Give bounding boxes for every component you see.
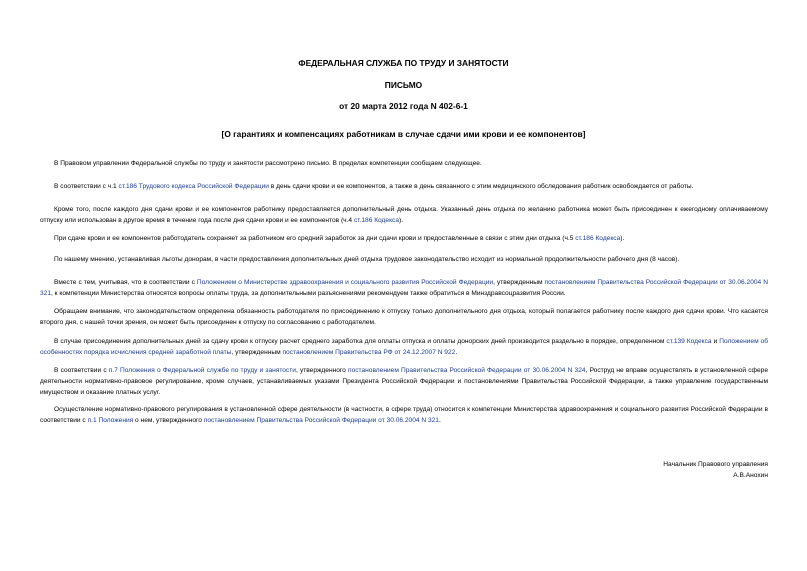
link-government-decree-321[interactable]: постановлением Правительства Российской Федерации от 30.06.2004 N 321 (203, 417, 439, 424)
link-government-decree-321[interactable]: постановлением Правительства Российской Федерации от 30.06.2004 N 321 (40, 279, 768, 297)
paragraph-text: . (438, 417, 441, 424)
paragraph-2 (40, 181, 768, 192)
paragraph-3 (40, 204, 768, 226)
paragraph-8 (40, 336, 768, 358)
paragraph-text: ). (399, 217, 404, 224)
agency-title: ФЕДЕРАЛЬНАЯ СЛУЖБА ПО ТРУДУ И ЗАНЯТОСТИ (298, 58, 509, 68)
paragraph-text: Осуществление нормативно-правового регулирования в установленной сфере деятельности (в частности, в сфере труда) относится к компетенции Министерства здравоохранения и социального развития Российской Федерации в соответствии с (40, 406, 768, 424)
link-government-decree-324[interactable]: постановлением Правительства Российской Федерации от 30.06.2004 N 324 (348, 367, 586, 374)
signature-position: Начальник Правового управления (663, 461, 768, 468)
paragraph-text: , Роструд не вправе осуществлять в установленной сфере деятельности нормативно-правовое регулирование, кроме случаев, устанавливаемых указами Президента Российской Федерации и постановлениями Правительства Российской Федерации, а также управление государственным имуществом и оказание платных услуг. (40, 367, 768, 396)
link-regulation-p1[interactable]: п.1 Положения (87, 417, 134, 424)
link-average-salary-regulation[interactable]: Положением об особенностях порядка исчисления средней заработной платы (40, 338, 768, 356)
link-ministry-regulation[interactable]: Положением о Министерстве здравоохранения и социального развития Российской Федерации (196, 279, 494, 286)
paragraph-text: В случае присоединения дополнительных дней за сдачу крови к отпуску расчет среднего заработка для оплаты отпуска и оплаты донорских дней производится раздельно в порядке, определенном (54, 338, 667, 345)
signature-name: А.В.Анохин (733, 472, 768, 479)
paragraph-text: о нем, утвержденного (133, 417, 204, 424)
paragraph-text: , к компетенции Министерства относятся вопросы оплаты труда, за дополнительными разъяснениями рекомендуем также обратиться в Минздравсоцразвития России. (51, 290, 566, 297)
link-labor-code-art186[interactable]: ст.186 Трудового кодекса Российской Федерации (118, 183, 269, 190)
paragraph-4 (40, 233, 768, 244)
paragraph-9 (40, 365, 768, 398)
paragraph-text: в день сдачи крови и ее компонентов, а также в день связанного с этим медицинского обследования работник освобождается от работы. (268, 183, 694, 190)
paragraph-text: , утвержденным (493, 279, 545, 286)
paragraph-text: Кроме того, после каждого дня сдачи крови и ее компонентов работнику предоставляется дополнительный день отдыха. Указанный день отдыха по желанию работника может быть присоединен к ежегодному оплачиваемому отпуску или использован в другое время в течение года после дня сдачи крови и ее компонентов (ч.4 (40, 206, 768, 224)
document-date-number: от 20 марта 2012 года N 402-6-1 (339, 101, 468, 111)
document-subject: [О гарантиях и компенсациях работникам в случае сдачи ими крови и ее компонентов] (221, 129, 586, 139)
paragraph-text: , утвержденного (295, 367, 348, 374)
paragraph-text: В Правовом управлении Федеральной службы по труду и занятости рассмотрено письмо. В пределах компетенции сообщаем следующее. (54, 160, 482, 167)
paragraph-text: При сдаче крови и ее компонентов работодатель сохраняет за работником его средний заработок за дни сдачи крови и предоставленные в связи с этим дни отдыха (ч.5 (54, 235, 576, 242)
paragraph-10 (40, 404, 768, 426)
link-government-decree-922[interactable]: постановлением Правительства РФ от 24.12.2007 N 922 (282, 349, 456, 356)
link-code-art139[interactable]: ст.139 Кодекса (666, 338, 712, 345)
link-code-art186[interactable]: ст.186 Кодекса (353, 217, 399, 224)
paragraph-text: Обращаем внимание, что законодательством определена обязанность работодателя по присоединению к отпуску только дополнительного дня отдыха, который полагается работнику после каждого дня сдачи крови. Что касается второго дня, с нашей точки зрения, он может быть присоединен к отпуску по согласованию с работодателем. (40, 308, 768, 326)
paragraph-text: В соответствии с ч.1 (54, 183, 119, 190)
paragraph-1 (40, 158, 768, 169)
paragraph-text: В соответствии с (54, 367, 109, 374)
paragraph-5 (40, 254, 768, 265)
paragraph-text: , утвержденным (231, 349, 283, 356)
paragraph-7 (40, 306, 768, 328)
paragraph-text: ). (620, 235, 625, 242)
paragraph-text: . (455, 349, 458, 356)
document-type: ПИСЬМО (384, 80, 423, 90)
link-code-art186[interactable]: ст.186 Кодекса (575, 235, 621, 242)
link-rostrud-regulation-p7[interactable]: п.7 Положения о Федеральной службе по труду и занятости (108, 367, 296, 374)
paragraph-text: Вместе с тем, учитывая, что в соответствии с (54, 279, 197, 286)
paragraph-6 (40, 277, 768, 299)
paragraph-text: и (711, 338, 720, 345)
paragraph-text: По нашему мнению, устанавливая льготы донорам, в части предоставления дополнительных дней отдыха трудовое законодательство исходит из нормальной продолжительности рабочего дня (8 часов). (54, 256, 680, 263)
